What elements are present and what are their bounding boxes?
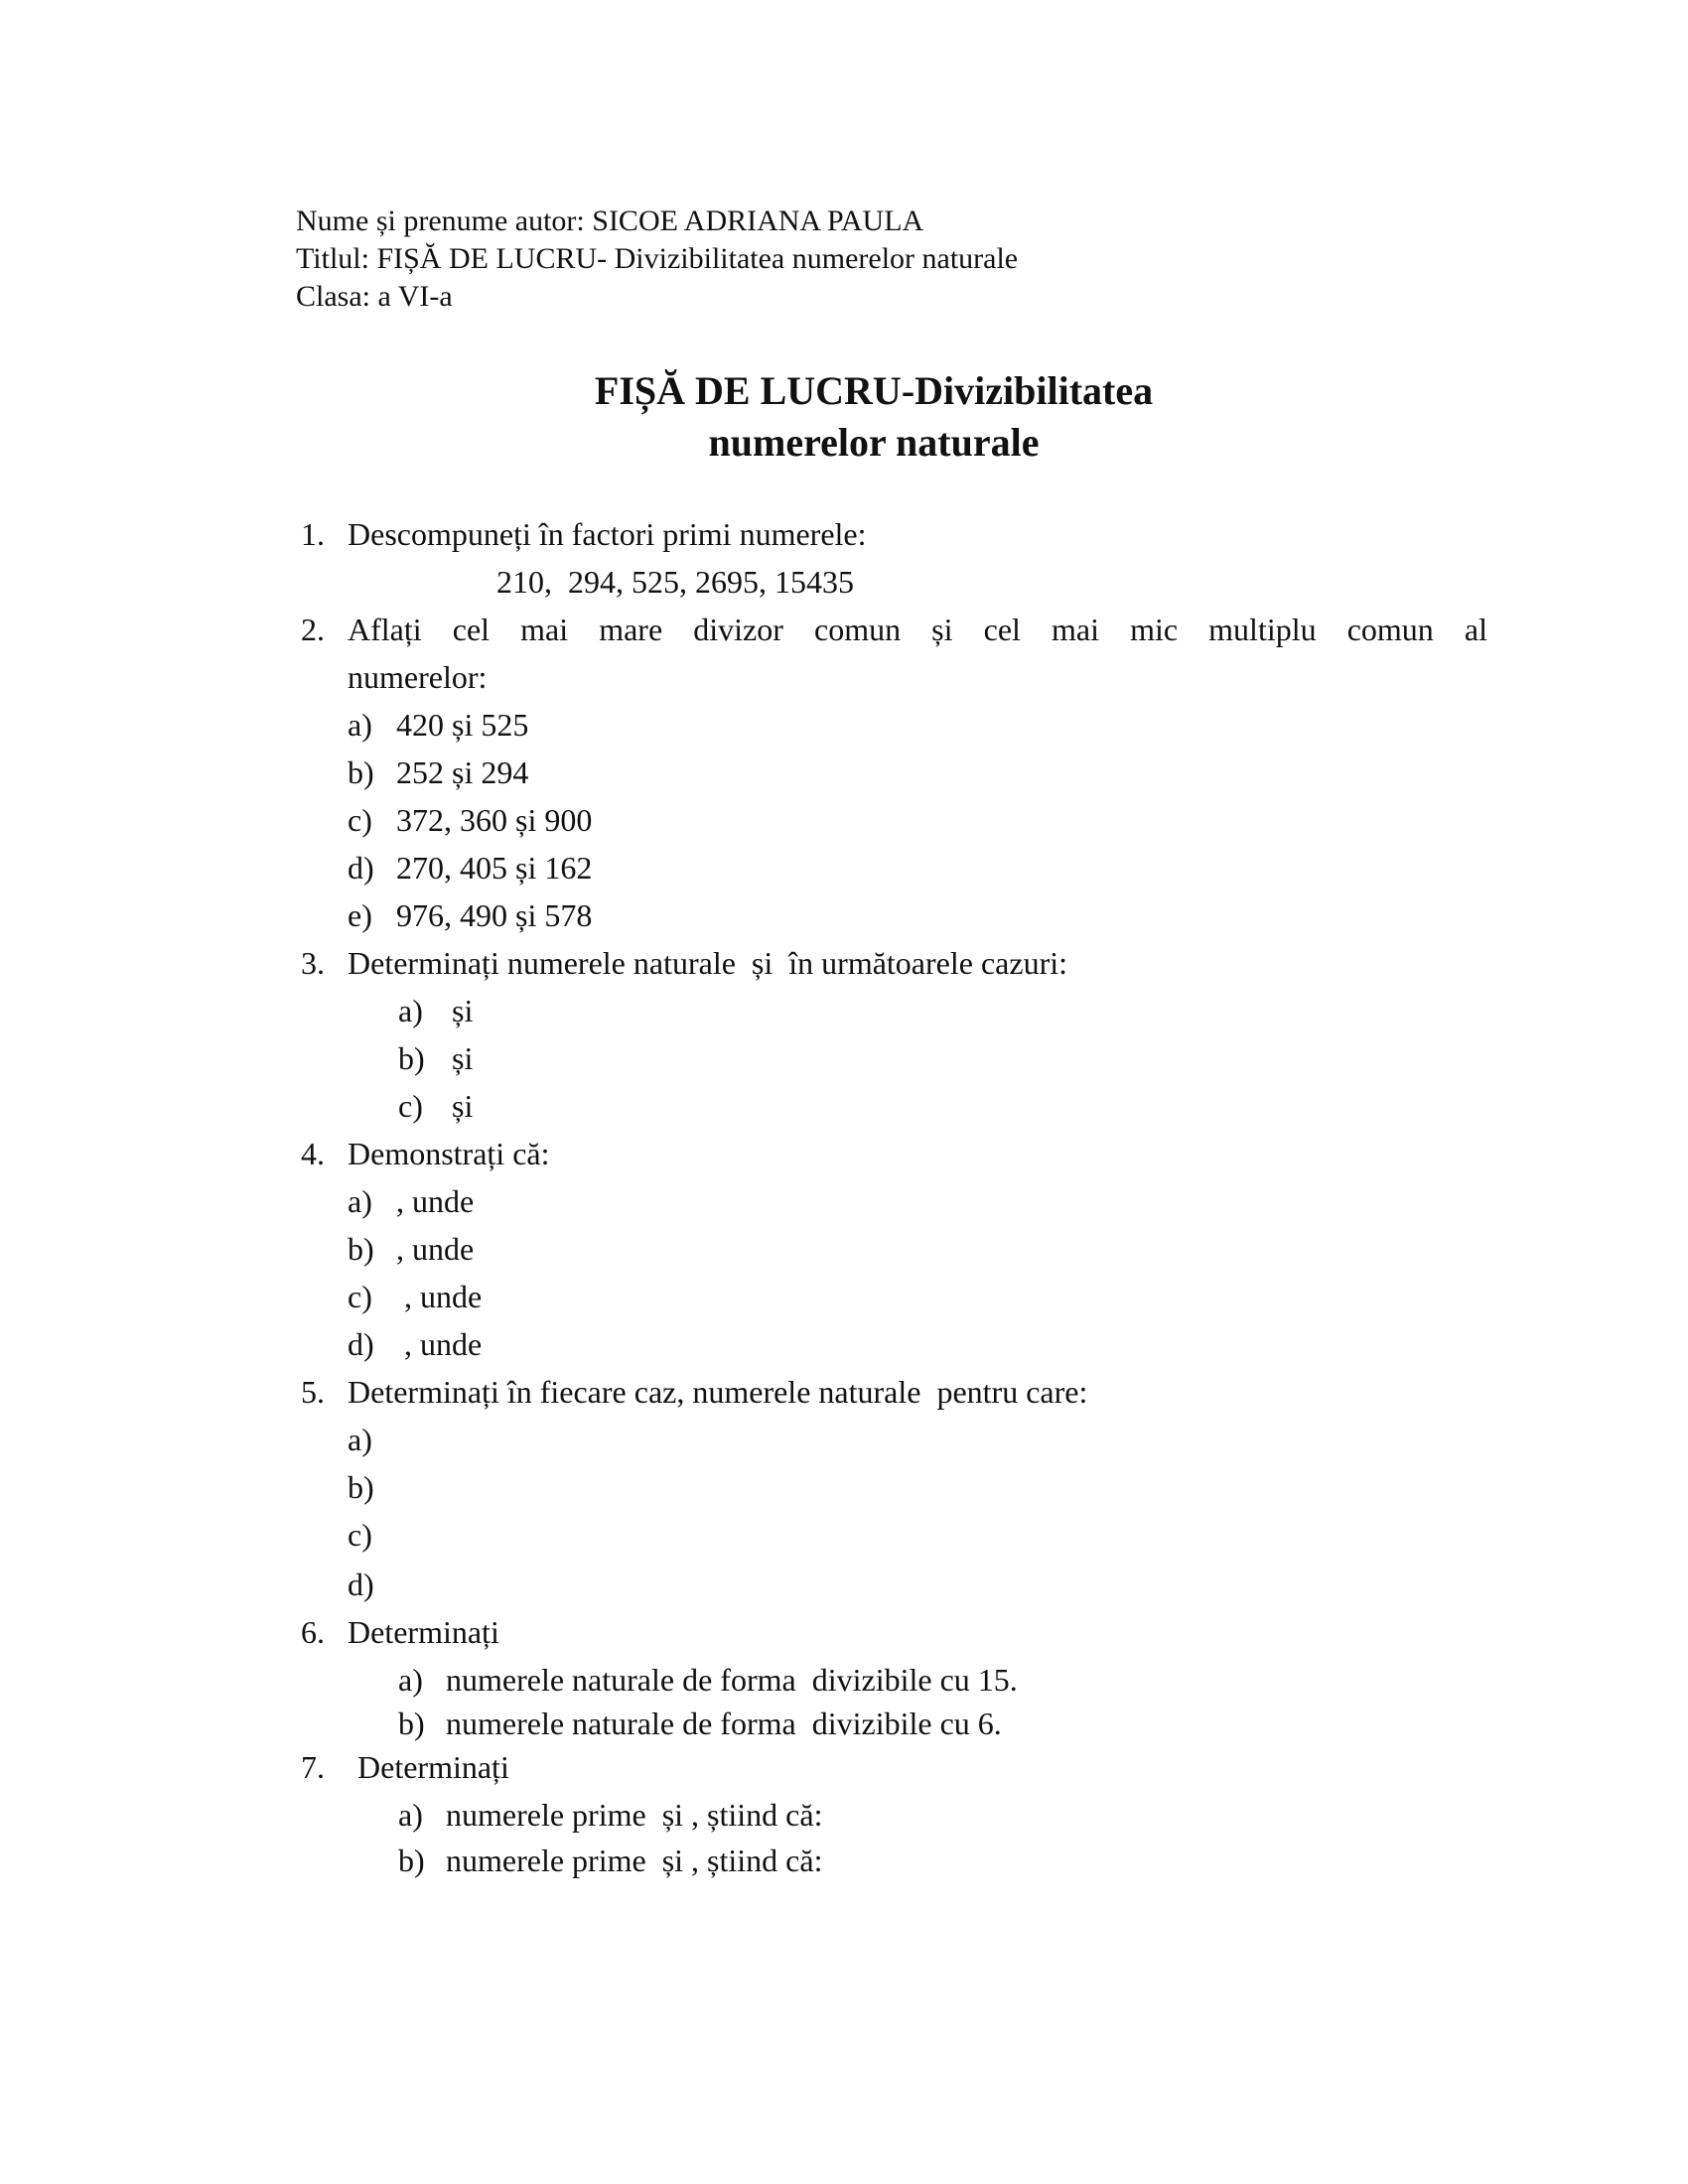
item-text: numerele prime și , știind că: xyxy=(446,1797,823,1833)
item-label: a) xyxy=(398,1797,423,1833)
item-label: b) xyxy=(398,1843,425,1878)
item-label: b) xyxy=(398,1040,425,1076)
item-text: și xyxy=(452,993,474,1028)
item-text: , unde xyxy=(396,1231,475,1267)
exercise-text: Determinați xyxy=(357,1749,509,1785)
item-text: 976, 490 și 578 xyxy=(396,897,593,933)
list-item-label: a) xyxy=(348,1422,372,1457)
list-item-label: c) xyxy=(348,1517,372,1553)
item-label: a) xyxy=(398,1662,423,1698)
item-text: 420 și 525 xyxy=(396,707,529,743)
exercise-number: 2. xyxy=(301,612,325,647)
class-line: Clasa: a VI-a xyxy=(296,280,453,313)
list-item-label: d) xyxy=(348,1567,374,1602)
exercise-number: 1. xyxy=(301,516,325,552)
exercise-text: Demonstrați că: xyxy=(348,1136,550,1171)
item-label: a) xyxy=(348,1183,372,1219)
item-label: b) xyxy=(348,1231,374,1267)
page-title-line-1: FIȘĂ DE LUCRU-Divizibilitatea xyxy=(594,368,1154,413)
item-text: 270, 405 și 162 xyxy=(396,850,593,886)
item-label: d) xyxy=(348,850,374,886)
exercise-text: Descompuneți în factori primi numerele: xyxy=(348,516,867,552)
list-item-label: b) xyxy=(348,1469,374,1505)
item-label: b) xyxy=(398,1706,425,1741)
item-text: , unde xyxy=(396,1183,475,1219)
item-text: numerele prime și , știind că: xyxy=(446,1843,823,1878)
numbers-list: 210, 294, 525, 2695, 15435 xyxy=(496,564,854,600)
exercise-text: Determinați în fiecare caz, numerele naturale pentru care: xyxy=(348,1374,1088,1410)
item-text: , unde xyxy=(396,1279,483,1314)
item-label: b) xyxy=(348,754,374,790)
item-text: și xyxy=(452,1088,474,1124)
item-text: 252 și 294 xyxy=(396,754,529,790)
item-label: a) xyxy=(348,707,372,743)
item-text: numerele naturale de forma divizibile cu 15. xyxy=(446,1662,1018,1698)
exercise-text: Aflați cel mai mare divizor comun și cel mai mic multiplu comun al xyxy=(348,612,1487,647)
item-text: și xyxy=(452,1040,474,1076)
item-text: numerele naturale de forma divizibile cu 6. xyxy=(446,1706,1002,1741)
exercise-number: 7. xyxy=(301,1749,325,1785)
item-label: c) xyxy=(348,1279,372,1314)
exercise-text: Determinați numerele naturale și în următoarele cazuri: xyxy=(348,945,1067,981)
item-label: c) xyxy=(348,802,372,838)
item-label: d) xyxy=(348,1326,374,1362)
item-label: c) xyxy=(398,1088,423,1124)
exercise-number: 4. xyxy=(301,1136,325,1171)
exercise-text: Determinați xyxy=(348,1614,499,1650)
exercise-number: 6. xyxy=(301,1614,325,1650)
page-title-line-2: numerelor naturale xyxy=(708,420,1040,465)
exercise-text-continued: numerelor: xyxy=(348,659,488,695)
title-line: Titlul: FIȘĂ DE LUCRU- Divizibilitatea numerelor naturale xyxy=(296,242,1019,275)
exercise-number: 3. xyxy=(301,945,325,981)
item-text: , unde xyxy=(396,1326,483,1362)
item-label: e) xyxy=(348,897,372,933)
item-text: 372, 360 și 900 xyxy=(396,802,593,838)
author-line: Nume și prenume autor: SICOE ADRIANA PAULA xyxy=(296,205,924,237)
item-label: a) xyxy=(398,993,423,1028)
exercise-number: 5. xyxy=(301,1374,325,1410)
